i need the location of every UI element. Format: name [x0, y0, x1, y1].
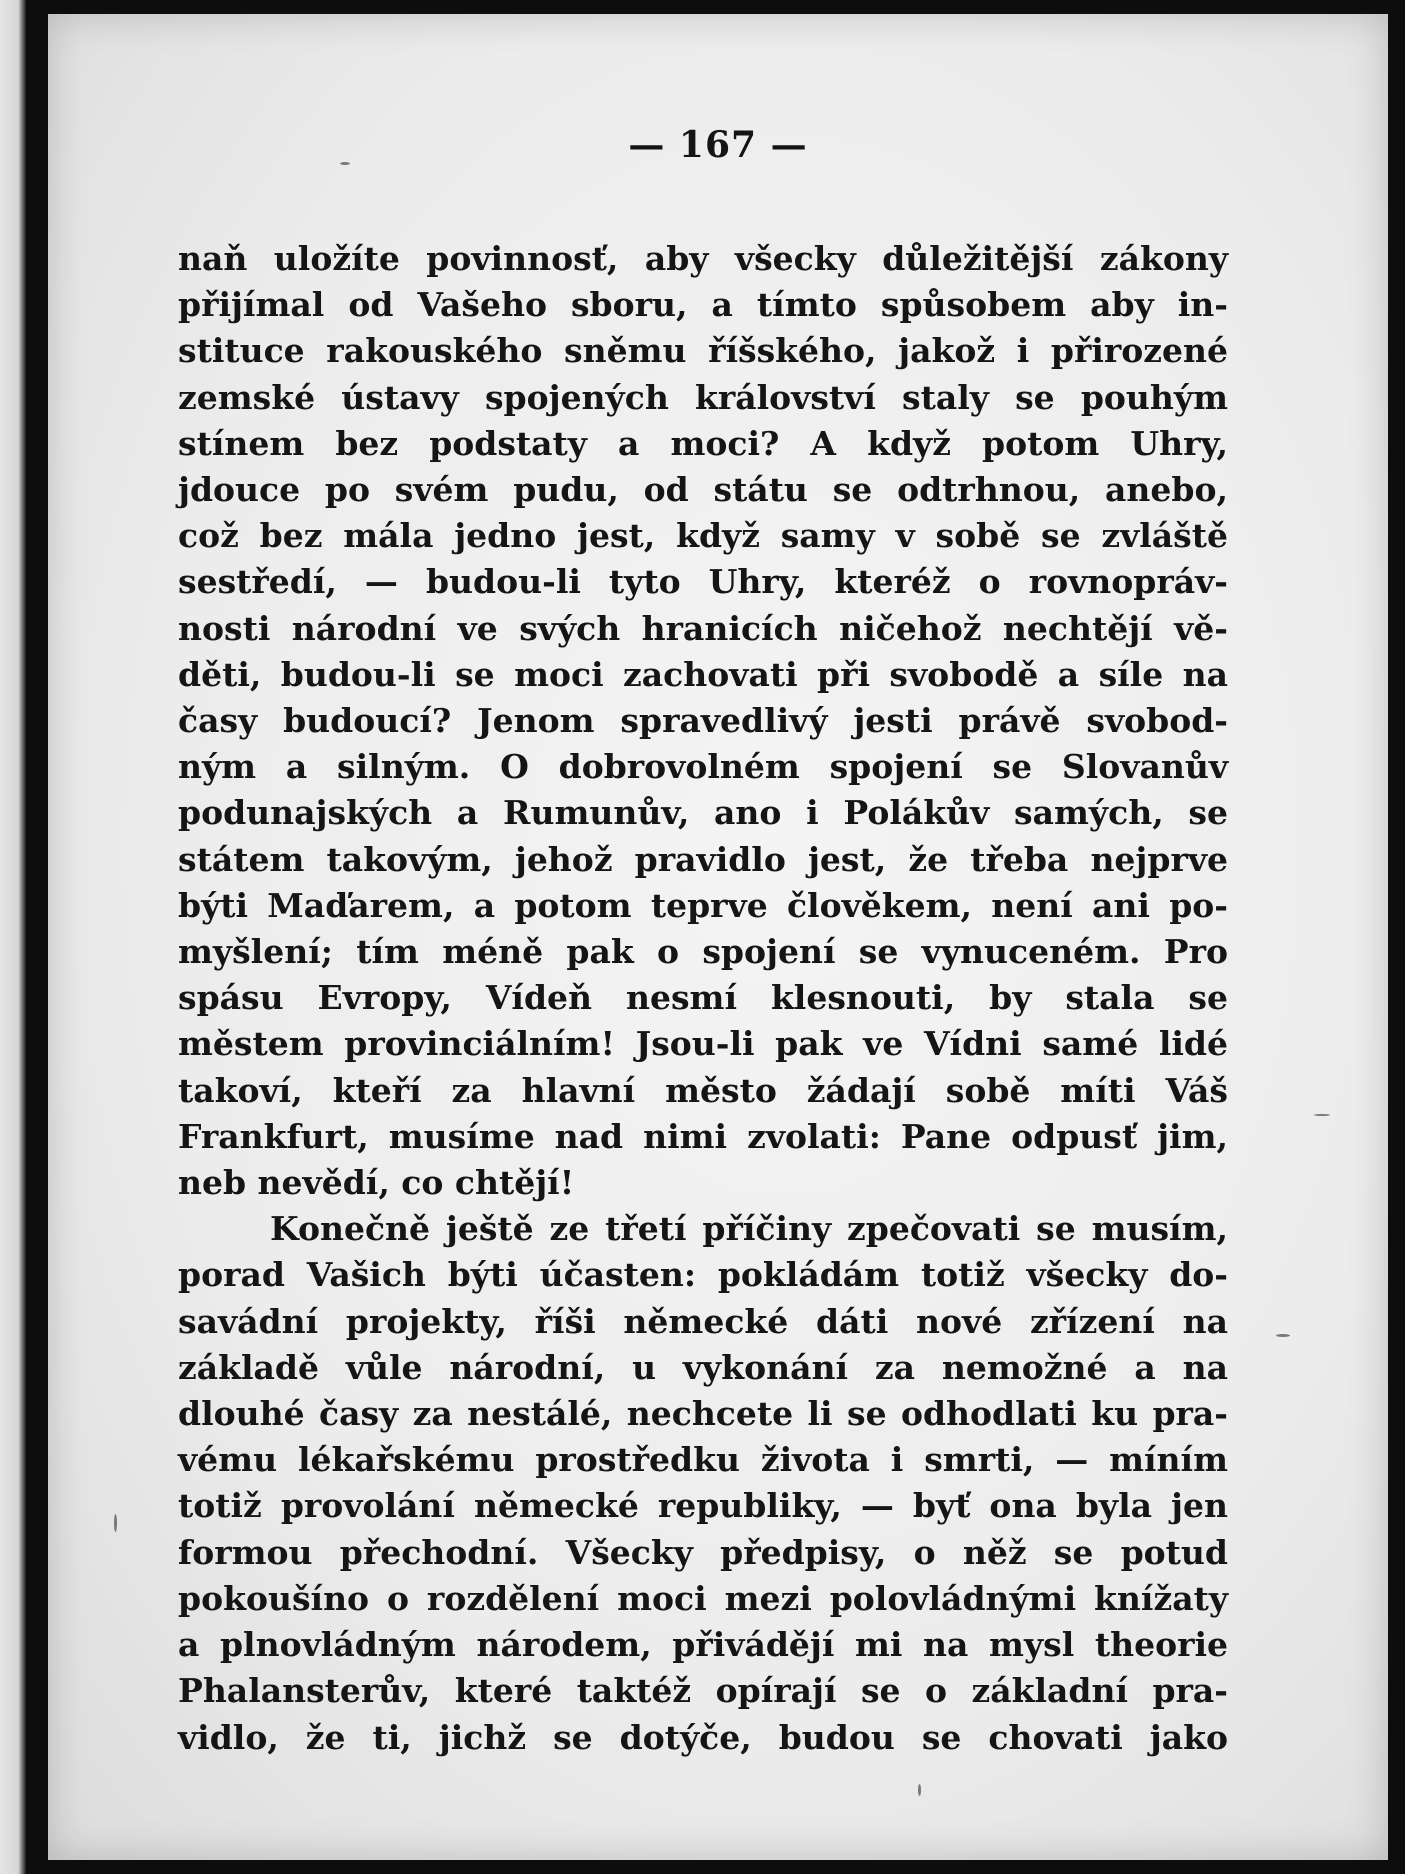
text-line: naň uložíte povinnosť, aby všecky důležitější zákony [178, 239, 1228, 278]
text-line: městem provinciálním! Jsou-li pak ve Vídni samé lidé [178, 1024, 1228, 1064]
text-line: Phalansterův, které taktéž opírají se o základní pra- [178, 1671, 1228, 1711]
text-line: přijímal od Vašeho sboru, a tímto spůsobem aby in- [178, 285, 1228, 325]
text-line: nosti národní ve svých hranicích ničehož nechtějí vě- [178, 608, 1228, 648]
text-line: býti Maďarem, a potom teprve člověkem, není ani po- [178, 885, 1228, 925]
text-line: spásu Evropy, Vídeň nesmí klesnouti, by stala se [178, 978, 1228, 1018]
paragraph-end-line: neb nevědí, co chtějí! [178, 1163, 575, 1203]
paragraph-start-line: Konečně ještě ze třetí příčiny zpečovati se musím, [270, 1209, 1228, 1249]
text-line: takoví, kteří za hlavní město žádají sobě míti Váš [178, 1070, 1228, 1110]
text-line: základě vůle národní, u vykonání za nemožné a na [178, 1347, 1228, 1387]
text-line: stituce rakouského sněmu říšského, jakož i přirozené [178, 331, 1228, 371]
page-number: — 167 — [628, 124, 808, 166]
text-line: dlouhé časy za nestálé, nechcete li se odhodlati ku pra- [178, 1394, 1228, 1434]
text-line: vému lékařskému prostředku života i smrti, — míním [178, 1440, 1228, 1480]
paper-speck [340, 162, 350, 165]
book-page [48, 14, 1388, 1860]
text-line: vidlo, že ti, jichž se dotýče, budou se chovati jako [178, 1717, 1228, 1757]
text-line: totiž provolání německé republiky, — byť ona byla jen [178, 1486, 1228, 1526]
body-text [178, 236, 1228, 1761]
paper-speck [114, 1514, 117, 1532]
paper-speck [918, 1784, 921, 1796]
text-line: zemské ústavy spojených království staly se pouhým [178, 377, 1228, 417]
text-line: což bez mála jedno jest, když samy v sobě se zvláště [178, 516, 1228, 556]
text-line: a plnovládným národem, přivádějí mi na mysl theorie [178, 1625, 1228, 1665]
text-line: pokoušíno o rozdělení moci mezi polovládnými knížaty [178, 1578, 1228, 1618]
paper-speck [1314, 1114, 1330, 1116]
text-line: sestředí, — budou-li tyto Uhry, kteréž o rovnopráv- [178, 562, 1228, 602]
text-line: formou přechodní. Všecky předpisy, o něž se potud [178, 1532, 1228, 1572]
text-line: myšlení; tím méně pak o spojení se vynuceném. Pro [178, 932, 1228, 972]
text-line: podunajských a Rumunův, ano i Polákův samých, se [178, 793, 1228, 833]
text-line: savádní projekty, říši německé dáti nové zřízení na [178, 1301, 1228, 1341]
text-line: jdouce po svém pudu, od státu se odtrhnou, anebo, [178, 470, 1228, 510]
adjacent-page-edge [0, 0, 26, 1874]
text-line: ným a silným. O dobrovolném spojení se Slovanův [178, 747, 1228, 787]
text-line: děti, budou-li se moci zachovati při svobodě a síle na [178, 654, 1228, 694]
text-line: Frankfurt, musíme nad nimi zvolati: Pane odpusť jim, [178, 1116, 1228, 1156]
text-line: časy budoucí? Jenom spravedlivý jesti právě svobod- [178, 701, 1228, 741]
text-line: stínem bez podstaty a moci? A když potom Uhry, [178, 423, 1228, 463]
text-line: porad Vašich býti účasten: pokládám totiž všecky do- [178, 1255, 1228, 1295]
paper-speck [1276, 1334, 1290, 1337]
text-line: státem takovým, jehož pravidlo jest, že třeba nejprve [178, 839, 1228, 879]
